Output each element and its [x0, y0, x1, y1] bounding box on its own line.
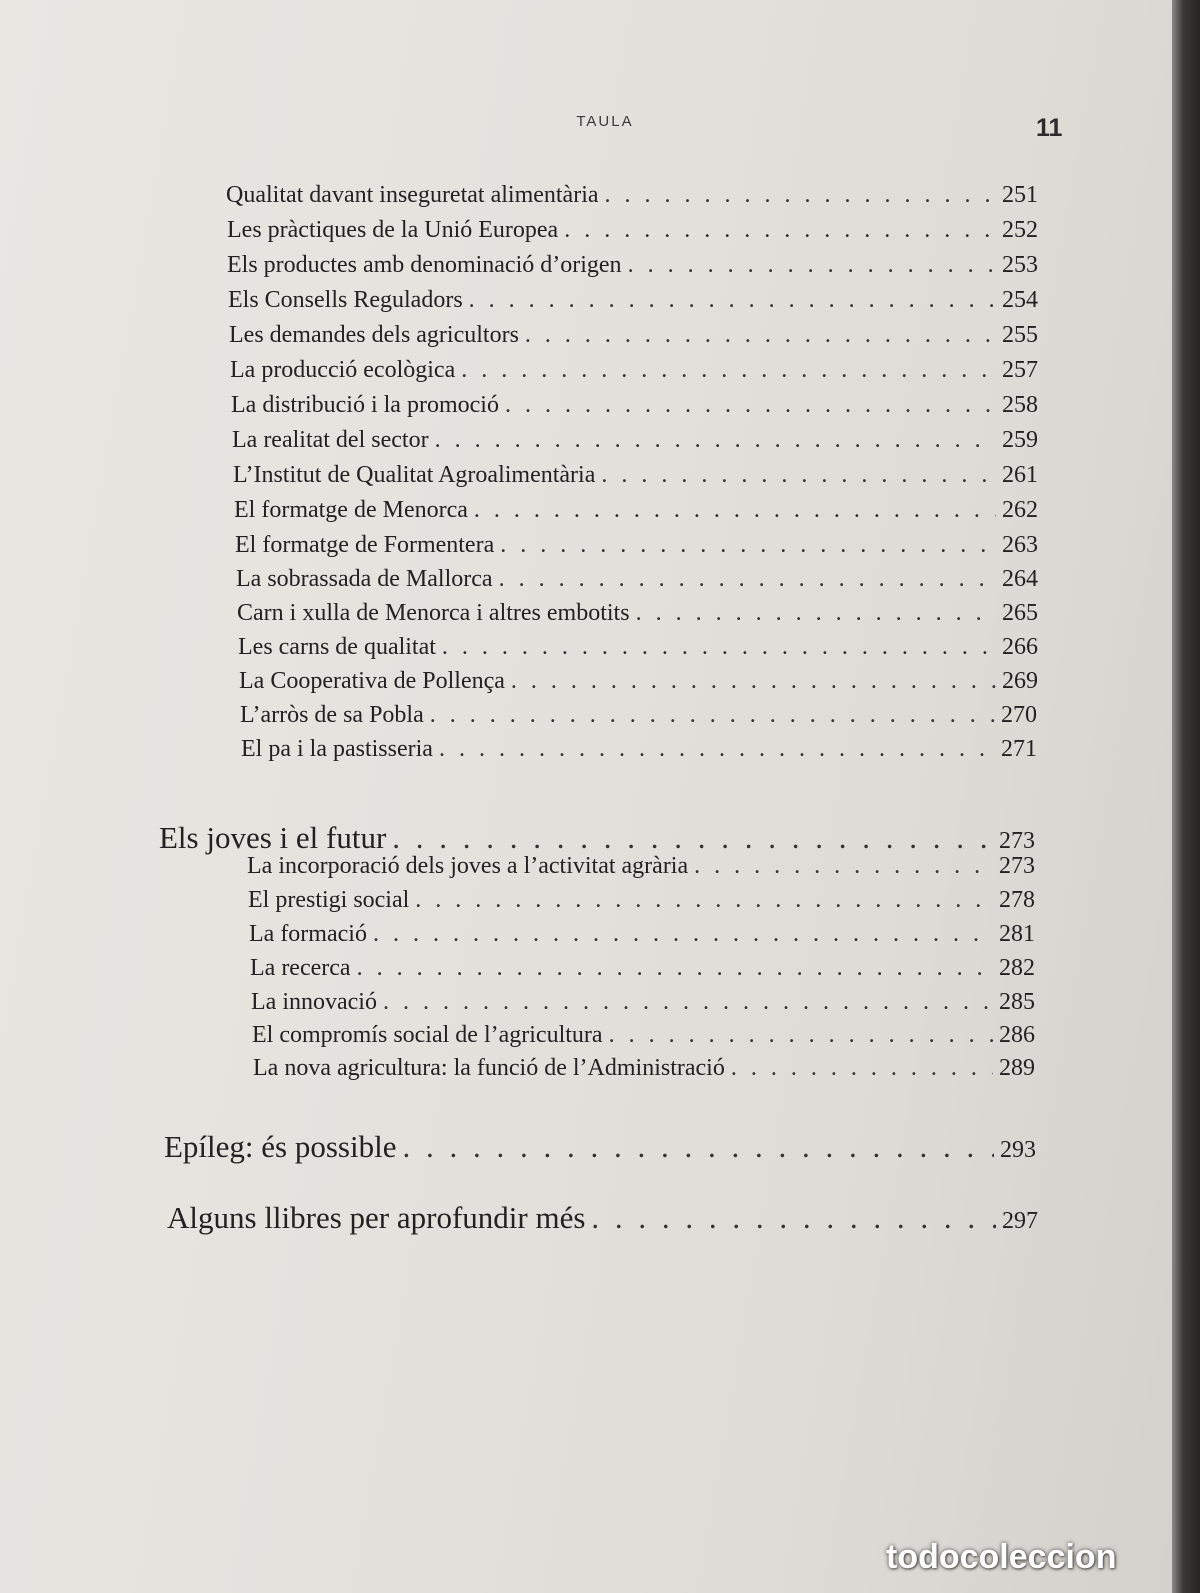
toc-entry	[229, 322, 1038, 349]
toc-entry	[248, 887, 1035, 914]
dot-leader	[564, 217, 996, 244]
toc-entry	[238, 634, 1038, 661]
dot-leader	[605, 182, 996, 209]
toc-entry-page: 269	[1002, 668, 1038, 694]
toc-entry	[249, 921, 1035, 948]
toc-entry-title: El prestigi social	[248, 887, 410, 913]
toc-entry-title: El pa i la pastisseria	[241, 736, 433, 762]
toc-entry-title: La producció ecològica	[230, 357, 456, 383]
toc-entry-page: 255	[1002, 322, 1038, 348]
toc-entry-title: Qualitat davant inseguretat alimentària	[226, 182, 599, 208]
toc-entry-title: La nova agricultura: la funció de l’Administració	[253, 1055, 725, 1081]
dot-leader	[499, 566, 996, 593]
dot-leader	[461, 357, 996, 384]
page-number: 11	[1036, 114, 1063, 142]
toc-entry	[247, 853, 1035, 880]
dot-leader	[402, 1129, 994, 1165]
toc-entry-page: 263	[1002, 532, 1038, 558]
dot-leader	[525, 322, 996, 349]
toc-entry-title: L’arròs de sa Pobla	[240, 702, 424, 728]
toc-entry-page: 257	[1002, 357, 1038, 383]
toc-entry-page: 281	[999, 921, 1035, 947]
toc-entry	[228, 287, 1038, 314]
dot-leader	[601, 462, 996, 489]
dot-leader	[511, 668, 996, 695]
toc-entry	[235, 532, 1038, 559]
toc-entry-page: 262	[1002, 497, 1038, 523]
toc-entry-page: 264	[1002, 566, 1038, 592]
page-edge-shadow	[1172, 0, 1200, 1593]
toc-chapter-title: Epíleg: és possible	[164, 1129, 397, 1164]
toc-entry-page: 289	[999, 1055, 1035, 1081]
toc-entry	[227, 252, 1038, 279]
toc-entry-page: 266	[1002, 634, 1038, 660]
toc-entry	[227, 217, 1038, 244]
toc-entry	[239, 668, 1038, 695]
toc-entry-page: 259	[1002, 427, 1038, 453]
toc-entry	[236, 566, 1038, 593]
toc-chapter-title: Alguns llibres per aprofundir més	[167, 1200, 586, 1235]
toc-entry-title: Les pràctiques de la Unió Europea	[227, 217, 559, 243]
toc-entry-title: El formatge de Formentera	[235, 532, 495, 558]
toc-entry-page: 258	[1002, 392, 1038, 418]
dot-leader	[505, 392, 996, 419]
dot-leader	[469, 287, 996, 314]
toc-entry-title: La distribució i la promoció	[231, 392, 499, 418]
toc-chapter-page: 273	[999, 828, 1035, 854]
dot-leader	[415, 887, 993, 914]
toc-entry-title: Les carns de qualitat	[238, 634, 436, 660]
toc-entry	[252, 1022, 1035, 1049]
toc-entry	[241, 736, 1037, 763]
toc-entry-page: 253	[1002, 252, 1038, 278]
dot-leader	[357, 955, 993, 982]
toc-entry-page: 273	[999, 853, 1035, 879]
toc-entry-title: Els Consells Reguladors	[228, 287, 463, 313]
dot-leader	[392, 820, 993, 856]
watermark-logo: todocoleccion	[886, 1538, 1117, 1576]
toc-entry-page: 271	[1001, 736, 1037, 762]
toc-entry-title: El formatge de Menorca	[234, 497, 468, 523]
dot-leader	[435, 427, 996, 454]
toc-chapter-page: 293	[1000, 1137, 1036, 1163]
dot-leader	[591, 1200, 996, 1236]
toc-entry-page: 265	[1002, 600, 1038, 626]
dot-leader	[609, 1022, 993, 1049]
dot-leader	[439, 736, 995, 763]
toc-entry	[232, 427, 1038, 454]
dot-leader	[430, 702, 995, 729]
toc-entry-page: 286	[999, 1022, 1035, 1048]
toc-entry-title: La formació	[249, 921, 367, 947]
toc-chapter-title: Els joves i el futur	[159, 820, 387, 855]
toc-entry	[233, 462, 1038, 489]
toc-entry-page: 278	[999, 887, 1035, 913]
toc-entry-title: Carn i xulla de Menorca i altres embotits	[237, 600, 630, 626]
toc-entry-title: La incorporació dels joves a l’activitat agrària	[247, 853, 689, 879]
toc-chapter	[167, 1200, 1038, 1236]
dot-leader	[500, 532, 996, 559]
dot-leader	[694, 853, 993, 880]
toc-entry-page: 261	[1002, 462, 1038, 488]
dot-leader	[474, 497, 996, 524]
toc-entry-title: La innovació	[251, 989, 377, 1015]
toc-entry-title: Els productes amb denominació d’origen	[227, 252, 622, 278]
toc-entry-page: 251	[1002, 182, 1038, 208]
toc-entry-title: El compromís social de l’agricultura	[252, 1022, 603, 1048]
dot-leader	[628, 252, 996, 279]
toc-entry	[251, 989, 1035, 1016]
dot-leader	[373, 921, 993, 948]
toc-entry	[250, 955, 1035, 982]
toc-entry-title: La sobrassada de Mallorca	[236, 566, 493, 592]
toc-entry-title: La recerca	[250, 955, 351, 981]
toc-entry	[230, 357, 1038, 384]
toc-entry-page: 252	[1002, 217, 1038, 243]
dot-leader	[383, 989, 993, 1016]
toc-entry	[231, 392, 1038, 419]
toc-entry-title: L’Institut de Qualitat Agroalimentària	[233, 462, 596, 488]
toc-entry	[240, 702, 1037, 729]
running-head: TAULA	[576, 113, 634, 130]
toc-entry-page: 282	[999, 955, 1035, 981]
toc-entry-title: La Cooperativa de Pollença	[239, 668, 505, 694]
toc-entry	[234, 497, 1038, 524]
dot-leader	[442, 634, 996, 661]
toc-chapter-page: 297	[1002, 1208, 1038, 1234]
dot-leader	[731, 1055, 993, 1082]
toc-entry-page: 270	[1001, 702, 1037, 728]
toc-entry	[253, 1055, 1035, 1082]
toc-entry-title: La realitat del sector	[232, 427, 429, 453]
toc-chapter	[159, 820, 1035, 856]
toc-entry	[237, 600, 1038, 627]
toc-chapter	[164, 1129, 1036, 1165]
toc-entry-page: 254	[1002, 287, 1038, 313]
dot-leader	[636, 600, 996, 627]
toc-entry-page: 285	[999, 989, 1035, 1015]
toc-entry	[226, 182, 1038, 209]
toc-entry-title: Les demandes dels agricultors	[229, 322, 519, 348]
